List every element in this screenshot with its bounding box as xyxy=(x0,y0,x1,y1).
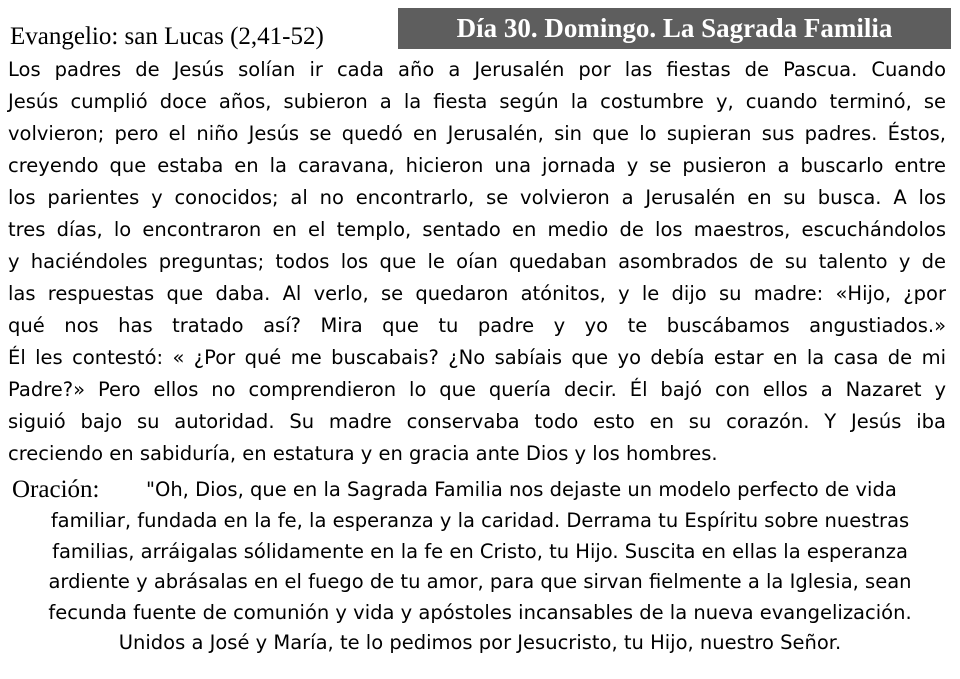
prayer-text xyxy=(0,506,960,659)
prayer-line: familias, arráigalas sólidamente en la fe en Cristo, tu Hijo. Suscita en ellas la esperanza xyxy=(52,539,908,563)
prayer-line: ardiente y abrásalas en el fuego de tu amor, para que sirvan fielmente a la Iglesia, sean xyxy=(48,570,912,593)
gospel-line: Jesús cumplió doce años, subieron a la fiesta según la costumbre y, cuando terminó, se xyxy=(8,90,946,113)
gospel-text xyxy=(8,54,946,470)
page-header xyxy=(0,0,960,56)
gospel-line: tres días, lo encontraron en el templo, sentado en medio de los maestros, escuchándolos xyxy=(8,218,946,241)
day-title-banner: Día 30. Domingo. La Sagrada Familia xyxy=(398,8,951,49)
gospel-reference: Evangelio: san Lucas (2,41-52) xyxy=(10,23,324,50)
gospel-line: Padre?» Pero ellos no comprendieron lo que quería decir. Él bajó con ellos a Nazaret y xyxy=(8,378,946,401)
gospel-line: Los padres de Jesús solían ir cada año a Jerusalén por las fiestas de Pascua. Cuando xyxy=(8,58,946,81)
prayer-line: familiar, fundada en la fe, la esperanza y la caridad. Derrama tu Espíritu sobre nuestras xyxy=(50,509,910,532)
prayer-first-line xyxy=(12,474,942,506)
prayer-line: "Oh, Dios, que en la Sagrada Familia nos dejaste un modelo perfecto de vida xyxy=(146,478,897,501)
gospel-line: y haciéndoles preguntas; todos los que le oían quedaban asombrados de su talento y de xyxy=(8,250,946,273)
gospel-line: siguió bajo su autoridad. Su madre conservaba todo esto en su corazón. Y Jesús iba xyxy=(8,410,946,433)
gospel-line: las respuestas que daba. Al verlo, se quedaron atónitos, y le dijo su madre: «Hijo, ¿por xyxy=(8,282,946,305)
gospel-line: creciendo en sabiduría, en estatura y en gracia ante Dios y los hombres. xyxy=(8,442,718,465)
gospel-line: los parientes y conocidos; al no encontrarlo, se volvieron a Jerusalén en su busca. A los xyxy=(8,186,946,209)
prayer-label: Oración: xyxy=(12,476,100,503)
gospel-line: qué nos has tratado así? Mira que tu padre y yo te buscábamos angustiados.» xyxy=(8,314,946,337)
gospel-line: Él les contestó: « ¿Por qué me buscabais? ¿No sabíais que yo debía estar en la casa de mi xyxy=(8,346,946,369)
gospel-line: creyendo que estaba en la caravana, hicieron una jornada y se pusieron a buscarlo entre xyxy=(8,154,946,177)
gospel-line: volvieron; pero el niño Jesús se quedó en Jerusalén, sin que lo supieran sus padres. Éstos, xyxy=(8,122,946,145)
prayer-line: fecunda fuente de comunión y vida y apóstoles incansables de la nueva evangelización. xyxy=(48,600,912,624)
prayer-line: Unidos a José y María, te lo pedimos por Jesucristo, tu Hijo, nuestro Señor. xyxy=(118,631,842,654)
